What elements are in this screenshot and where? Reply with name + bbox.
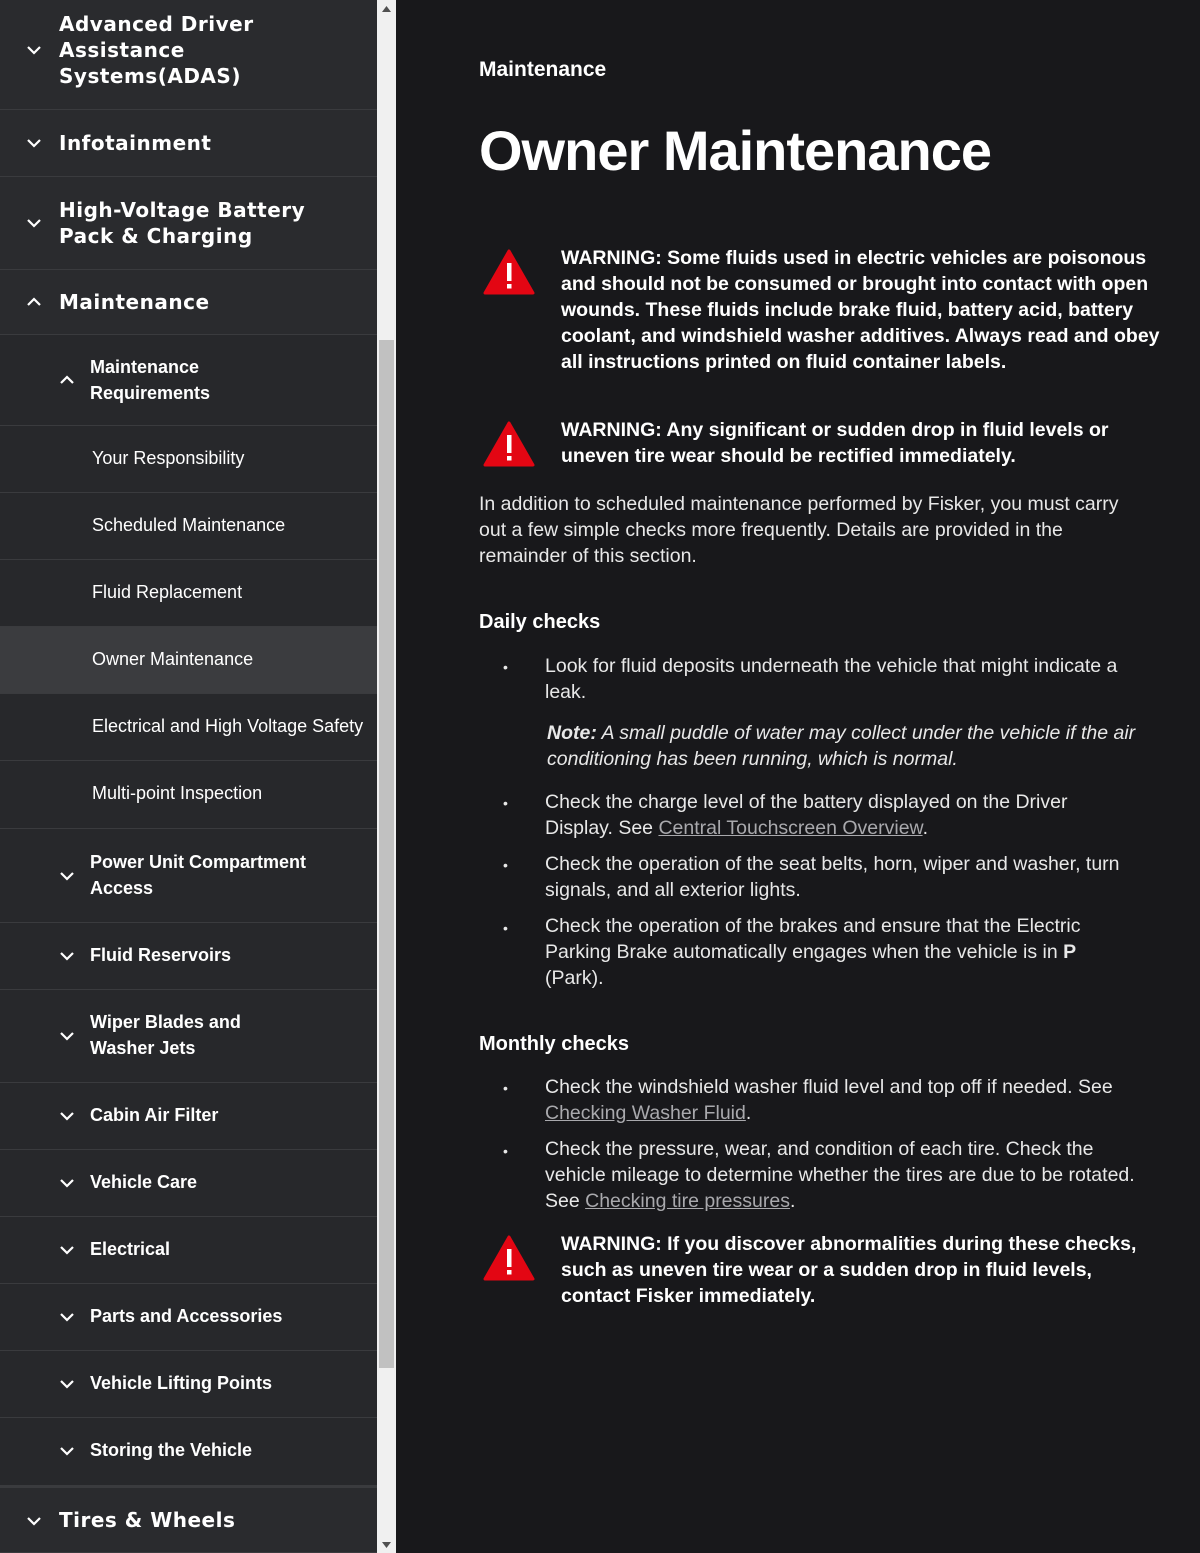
sidebar-item-power-unit[interactable] bbox=[0, 829, 377, 923]
warning-callout bbox=[479, 417, 1159, 473]
bullet-marker: • bbox=[503, 1143, 508, 1159]
sidebar-item-label: Advanced Driver Assistance Systems(ADAS) bbox=[59, 12, 254, 88]
sidebar-item-wiper-blades[interactable] bbox=[0, 990, 377, 1083]
monthly-check-item bbox=[545, 1074, 1140, 1126]
scrollbar-thumb[interactable] bbox=[379, 340, 394, 1368]
item-text: Check the windshield washer fluid level and top off if needed. See bbox=[545, 1076, 1113, 1098]
chevron-down-icon bbox=[57, 1307, 77, 1327]
warning-text: WARNING: Some fluids used in electric vehicles are poisonous and should not be consumed or brought into contact with open wounds. These fluids include brake fluid, battery acid, battery coolant, and windshield washer additives. Always read and obey all instructions printed on fluid container labels. bbox=[561, 247, 1160, 373]
warning-text: WARNING: Any significant or sudden drop in fluid levels or uneven tire wear should be rectified immediately. bbox=[561, 419, 1109, 467]
monthly-checks-heading: Monthly checks bbox=[479, 1033, 630, 1055]
bullet-marker: • bbox=[503, 659, 508, 675]
chevron-down-icon bbox=[24, 133, 44, 153]
scroll-down-arrow-icon[interactable] bbox=[377, 1536, 396, 1553]
sidebar-item-label: Wiper Blades and Washer Jets bbox=[90, 1012, 241, 1058]
sidebar-item-vehicle-care[interactable] bbox=[0, 1150, 377, 1217]
sidebar-item-fluid-reservoirs[interactable] bbox=[0, 923, 377, 990]
daily-check-item: Look for fluid deposits underneath the vehicle that might indicate a leak. bbox=[545, 655, 1118, 703]
daily-check-item bbox=[545, 913, 1140, 991]
sidebar-item-label: Owner Maintenance bbox=[92, 649, 254, 669]
sidebar-item-adas[interactable] bbox=[0, 0, 377, 110]
sidebar-item-label: Multi-point Inspection bbox=[92, 783, 263, 803]
chevron-down-icon bbox=[57, 1173, 77, 1193]
page-title: Owner Maintenance bbox=[479, 119, 992, 182]
sidebar-item-label: Electrical and High Voltage Safety bbox=[92, 716, 364, 736]
sidebar-item-label: Tires & Wheels bbox=[59, 1508, 236, 1532]
sidebar-item-label: Vehicle Lifting Points bbox=[90, 1373, 273, 1393]
sidebar-nav bbox=[0, 0, 377, 1553]
sidebar-item-multipoint-inspection[interactable] bbox=[0, 761, 377, 829]
chevron-down-icon bbox=[57, 946, 77, 966]
sidebar-item-label: Scheduled Maintenance bbox=[92, 515, 286, 535]
checking-tire-pressures-link[interactable]: Checking tire pressures bbox=[585, 1190, 790, 1212]
note-text bbox=[547, 720, 1137, 772]
sidebar-item-label: Parts and Accessories bbox=[90, 1306, 283, 1326]
chevron-down-icon bbox=[24, 40, 44, 60]
chevron-down-icon bbox=[24, 1511, 44, 1531]
chevron-down-icon bbox=[57, 866, 77, 886]
bullet-marker: • bbox=[503, 795, 508, 811]
item-text: Check the charge level of the battery displayed on the Driver Display. See bbox=[545, 791, 1068, 839]
chevron-down-icon bbox=[24, 213, 44, 233]
daily-check-item: Check the operation of the seat belts, horn, wiper and washer, turn signals, and all exterior lights. bbox=[545, 853, 1120, 901]
sidebar-scrollbar[interactable] bbox=[377, 0, 396, 1553]
bullet-marker: • bbox=[503, 920, 508, 936]
sidebar-item-fluid-replacement[interactable] bbox=[0, 560, 377, 627]
sidebar-item-cabin-air-filter[interactable] bbox=[0, 1083, 377, 1150]
chevron-down-icon bbox=[57, 1026, 77, 1046]
sidebar-item-battery[interactable] bbox=[0, 177, 377, 270]
sidebar-item-label: Storing the Vehicle bbox=[90, 1440, 253, 1460]
checking-washer-fluid-link[interactable]: Checking Washer Fluid bbox=[545, 1102, 746, 1124]
sidebar-item-label: Maintenance Requirements bbox=[90, 357, 211, 403]
intro-paragraph: In addition to scheduled maintenance performed by Fisker, you must carry out a few simple checks more frequently. Details are provided in the remainder of this section. bbox=[479, 493, 1119, 567]
item-text: Check the pressure, wear, and condition of each tire. Check the vehicle mileage to determine whether the tires are due to be rotated. See bbox=[545, 1138, 1135, 1212]
warning-icon bbox=[483, 249, 535, 295]
sidebar-item-label: Maintenance bbox=[59, 290, 210, 314]
sidebar-item-label: Infotainment bbox=[59, 131, 212, 155]
sidebar-item-label: Fluid Reservoirs bbox=[90, 945, 232, 965]
sidebar-item-maintenance-requirements[interactable] bbox=[0, 335, 377, 426]
daily-check-item bbox=[545, 789, 1140, 841]
sidebar-item-label: Electrical bbox=[90, 1239, 171, 1259]
item-text: Check the operation of the brakes and ensure that the Electric Parking Brake automatically engages when the vehicle is in bbox=[545, 915, 1081, 963]
sidebar-item-lifting-points[interactable] bbox=[0, 1351, 377, 1418]
chevron-down-icon bbox=[57, 1240, 77, 1260]
warning-callout bbox=[479, 245, 1159, 405]
item-text: (Park). bbox=[545, 967, 604, 989]
sidebar-item-maintenance[interactable] bbox=[0, 270, 377, 335]
item-text: . bbox=[745, 1102, 752, 1124]
warning-callout bbox=[479, 1231, 1159, 1311]
sidebar-item-scheduled-maintenance[interactable] bbox=[0, 493, 377, 560]
sidebar-item-label: Fluid Replacement bbox=[92, 582, 243, 602]
sidebar-item-parts-accessories[interactable] bbox=[0, 1284, 377, 1351]
chevron-up-icon bbox=[57, 370, 77, 390]
sidebar-item-label: Power Unit Compartment Access bbox=[90, 852, 307, 898]
chevron-down-icon bbox=[57, 1106, 77, 1126]
central-touchscreen-link[interactable]: Central Touchscreen Overview bbox=[658, 817, 923, 839]
daily-checks-heading: Daily checks bbox=[479, 611, 601, 633]
sidebar-item-infotainment[interactable] bbox=[0, 110, 377, 177]
bullet-marker: • bbox=[503, 1080, 508, 1096]
item-text: . bbox=[922, 817, 928, 839]
scroll-up-arrow-icon[interactable] bbox=[377, 0, 396, 17]
chevron-up-icon bbox=[24, 292, 44, 312]
sidebar-item-label: Vehicle Care bbox=[90, 1172, 198, 1192]
item-text: . bbox=[789, 1190, 796, 1212]
sidebar-item-label: Your Responsibility bbox=[92, 448, 245, 468]
sidebar-item-owner-maintenance[interactable] bbox=[0, 627, 377, 694]
sidebar-item-label: Cabin Air Filter bbox=[90, 1105, 219, 1125]
breadcrumb[interactable]: Maintenance bbox=[479, 58, 607, 81]
sidebar-item-label: High-Voltage Battery Pack & Charging bbox=[59, 198, 306, 248]
sidebar-item-your-responsibility[interactable] bbox=[0, 426, 377, 493]
sidebar-item-electrical-safety[interactable] bbox=[0, 694, 377, 761]
chevron-down-icon bbox=[57, 1374, 77, 1394]
monthly-check-item bbox=[545, 1136, 1140, 1214]
sidebar-item-storing-vehicle[interactable] bbox=[0, 1418, 377, 1486]
park-label: P bbox=[1063, 941, 1077, 963]
chevron-down-icon bbox=[57, 1441, 77, 1461]
bullet-marker: • bbox=[503, 857, 508, 873]
note-label: Note: bbox=[547, 722, 597, 744]
warning-icon bbox=[483, 1235, 535, 1281]
sidebar-item-electrical[interactable] bbox=[0, 1217, 377, 1284]
warning-text: WARNING: If you discover abnormalities during these checks, such as uneven tire wear or a sudden drop in fluid levels, contact Fisker immediately. bbox=[561, 1233, 1137, 1307]
sidebar-item-tires-wheels[interactable] bbox=[0, 1486, 377, 1553]
warning-icon bbox=[483, 421, 535, 467]
note-body: A small puddle of water may collect under the vehicle if the air conditioning has been running, which is normal. bbox=[547, 722, 1136, 770]
